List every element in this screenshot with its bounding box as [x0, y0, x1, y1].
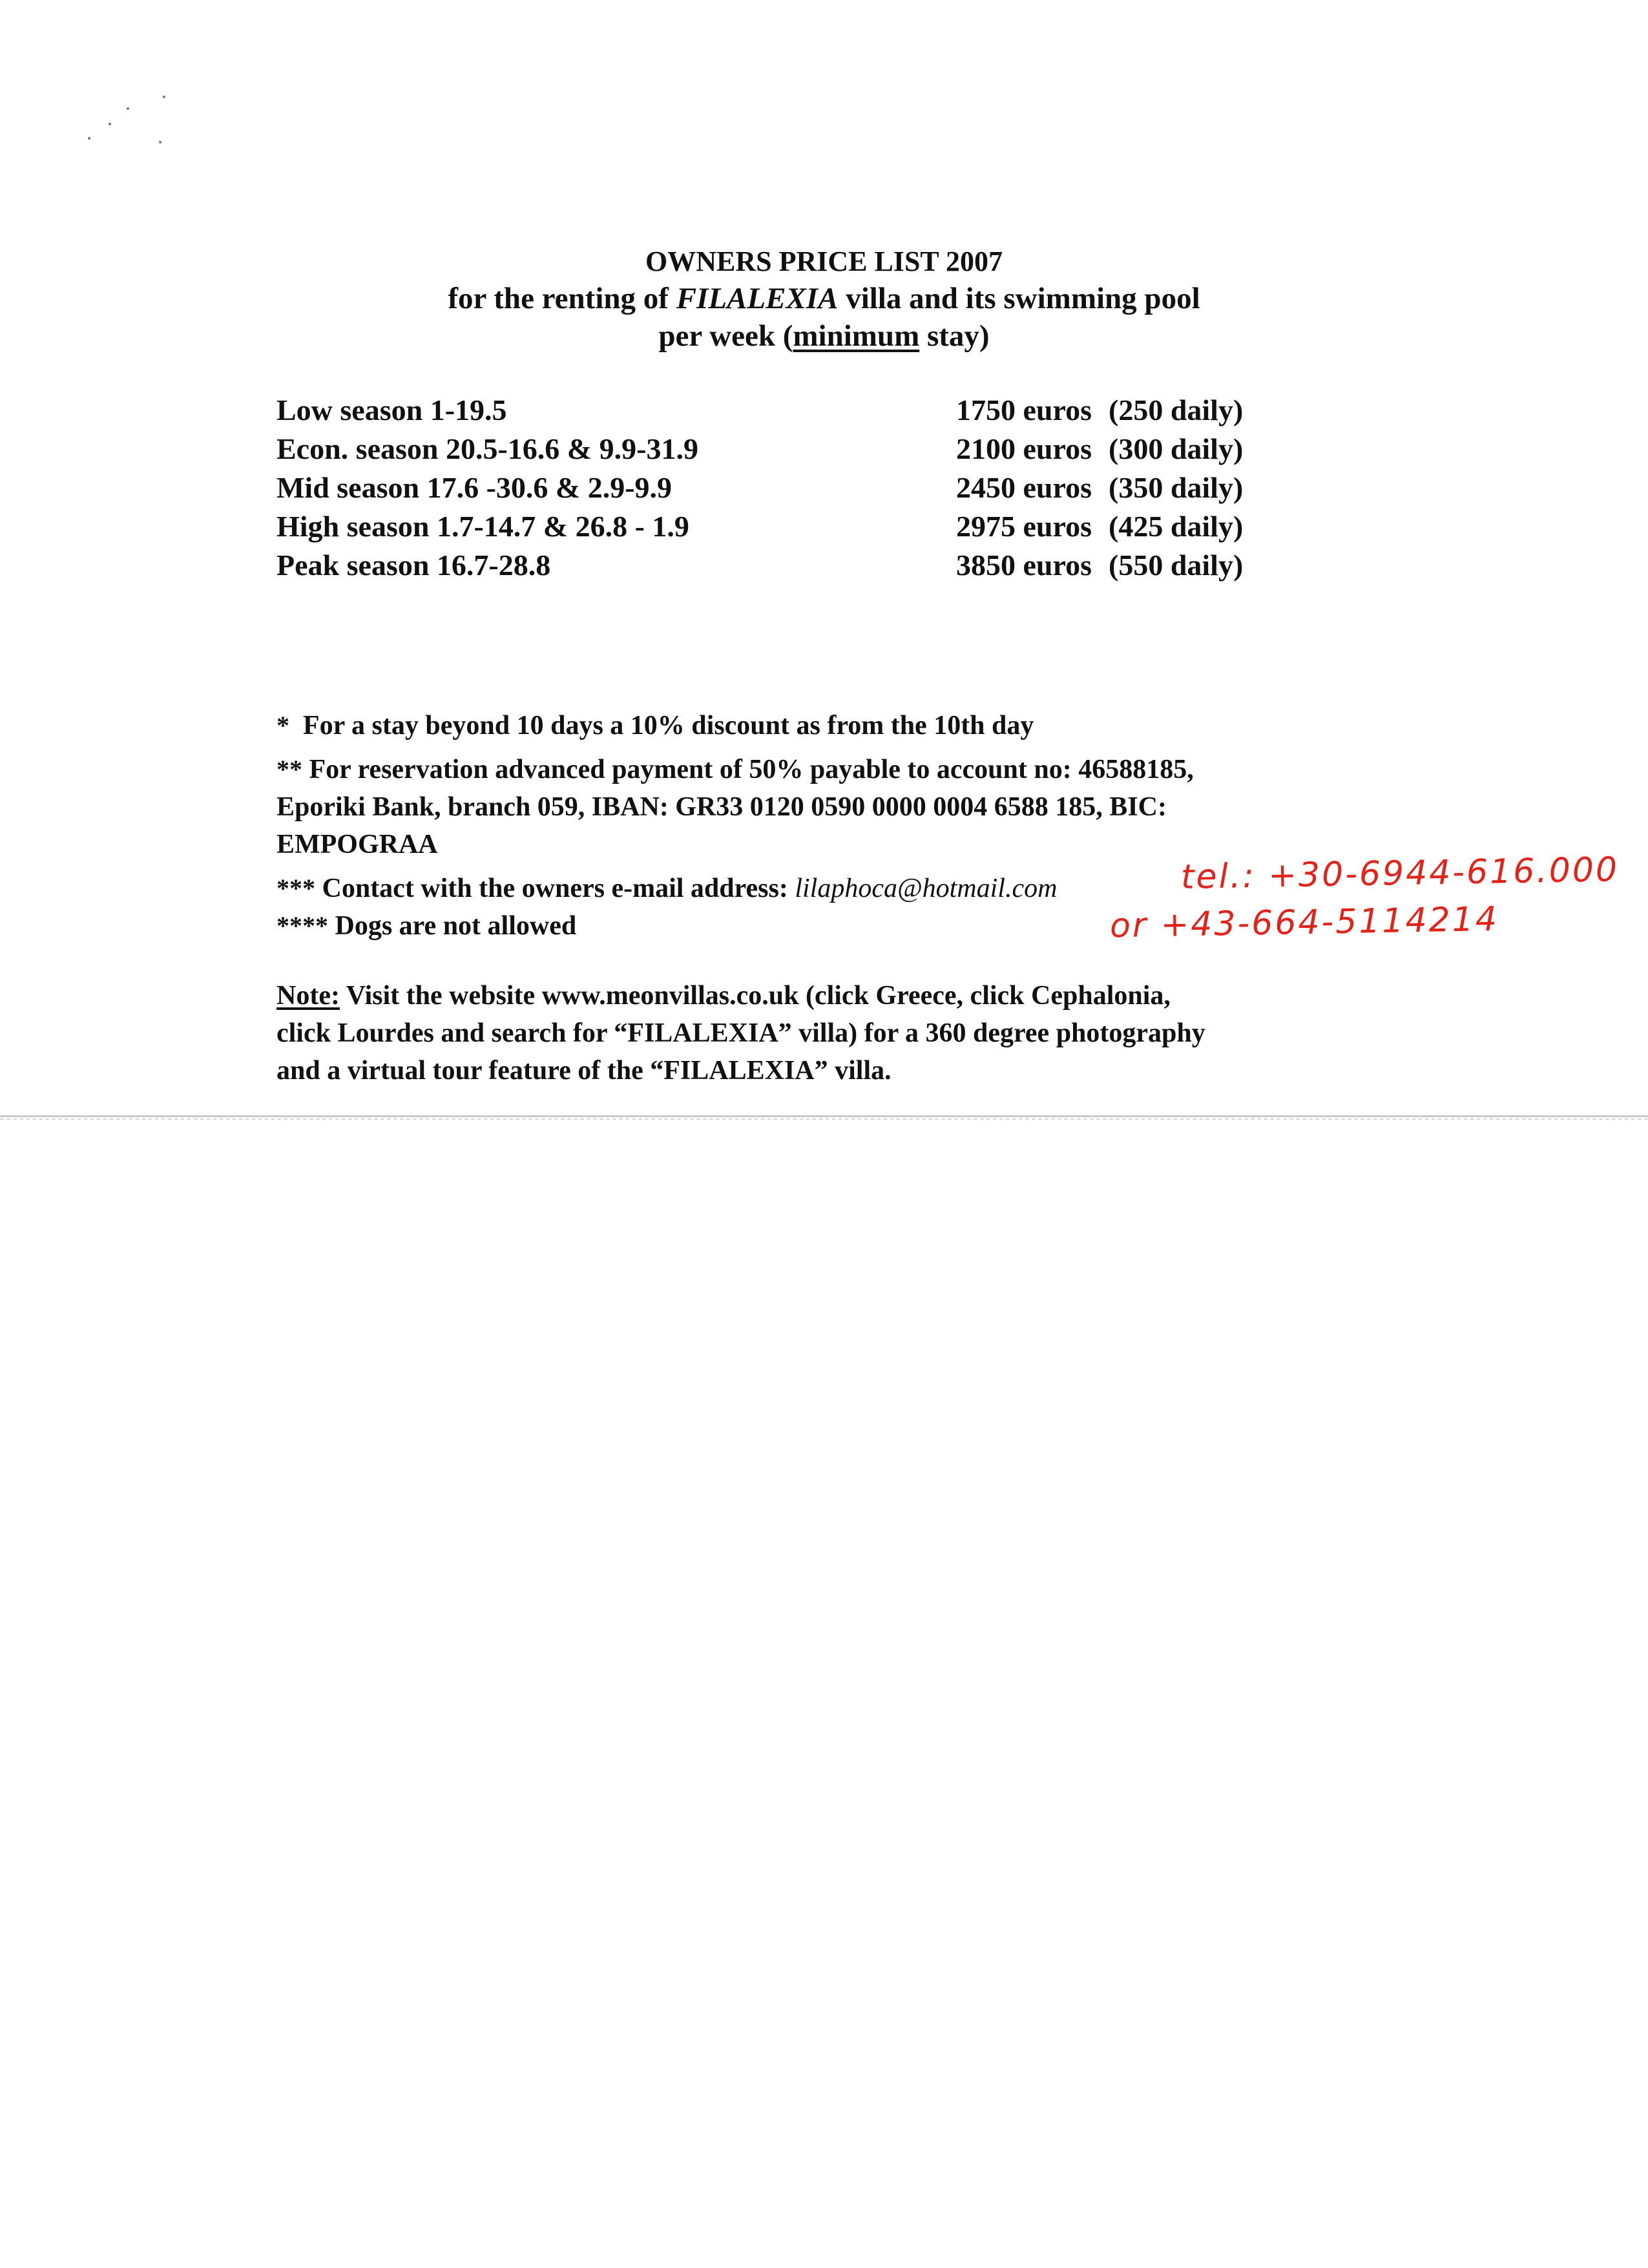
handwritten-phone: tel.: +30-6944-616.000 — [1180, 850, 1620, 897]
handwritten-phone-alt: or +43-664-5114214 — [1109, 899, 1499, 946]
website-line: and a virtual tour feature of the “FILALEXIA” villa. — [276, 1056, 892, 1086]
season-label: Peak season 16.7-28.8 — [276, 549, 551, 582]
scan-speck — [109, 123, 111, 125]
note-label: Note: — [276, 981, 340, 1011]
daily-price: (350 daily) — [1109, 471, 1244, 504]
scan-speck — [127, 107, 129, 110]
price-row — [276, 432, 1310, 470]
weekly-price: 2100 euros — [956, 432, 1092, 465]
villa-name: FILALEXIA — [676, 281, 839, 315]
scan-speck — [159, 141, 162, 143]
price-row — [276, 509, 1310, 548]
weekly-price: 1750 euros — [956, 394, 1092, 426]
price-row — [276, 393, 1310, 432]
price-row — [276, 548, 1310, 587]
weekly-price: 2975 euros — [956, 510, 1092, 543]
daily-price: (425 daily) — [1109, 510, 1244, 543]
page-title: OWNERS PRICE LIST 2007 — [645, 246, 1003, 277]
weekly-price: 2450 euros — [956, 471, 1092, 504]
website-line: click Lourdes and search for “FILALEXIA” villa) for a 360 degree photography — [276, 1018, 1205, 1048]
payment-note-bic: EMPOGRAA — [276, 830, 438, 859]
payment-note-bank: Eporiki Bank, branch 059, IBAN: GR33 0120 0590 0000 0004 6588 185, BIC: — [276, 792, 1167, 822]
daily-price: (550 daily) — [1109, 549, 1244, 582]
subtitle-line: for the renting of FILALEXIA villa and its swimming pool — [448, 281, 1200, 315]
paper-fold-line — [0, 1115, 1648, 1117]
price-table — [276, 393, 1310, 587]
season-label: Low season 1-19.5 — [276, 394, 507, 426]
contact-note: *** Contact with the owners e-mail address: lilaphoca@hotmail.com — [276, 874, 1058, 903]
season-label: Mid season 17.6 -30.6 & 2.9-9.9 — [276, 471, 673, 504]
payment-note: ** For reservation advanced payment of 50% payable to account no: 46588185, — [276, 755, 1194, 784]
daily-price: (300 daily) — [1109, 432, 1244, 465]
daily-price: (250 daily) — [1109, 394, 1244, 426]
paper-fold-shadow — [0, 1118, 1648, 1120]
season-label: High season 1.7-14.7 & 26.8 - 1.9 — [276, 510, 689, 543]
minimum-word: minimum — [793, 319, 920, 353]
website-note — [276, 977, 1439, 1089]
discount-note: * For a stay beyond 10 days a 10% discount as from the 10th day — [276, 711, 1034, 740]
owner-email: lilaphoca@hotmail.com — [795, 874, 1058, 903]
website-line: Note: Visit the website www.meonvillas.co.uk (click Greece, click Cephalonia, — [276, 981, 1171, 1011]
weekly-price: 3850 euros — [956, 549, 1092, 582]
season-label: Econ. season 20.5-16.6 & 9.9-31.9 — [276, 432, 698, 465]
stay-line: per week (minimum stay) — [658, 319, 990, 353]
scan-speck — [163, 96, 165, 98]
price-row — [276, 470, 1310, 509]
scan-speck — [88, 137, 90, 140]
dogs-note: **** Dogs are not allowed — [276, 911, 577, 941]
price-list-heading — [0, 244, 1648, 355]
